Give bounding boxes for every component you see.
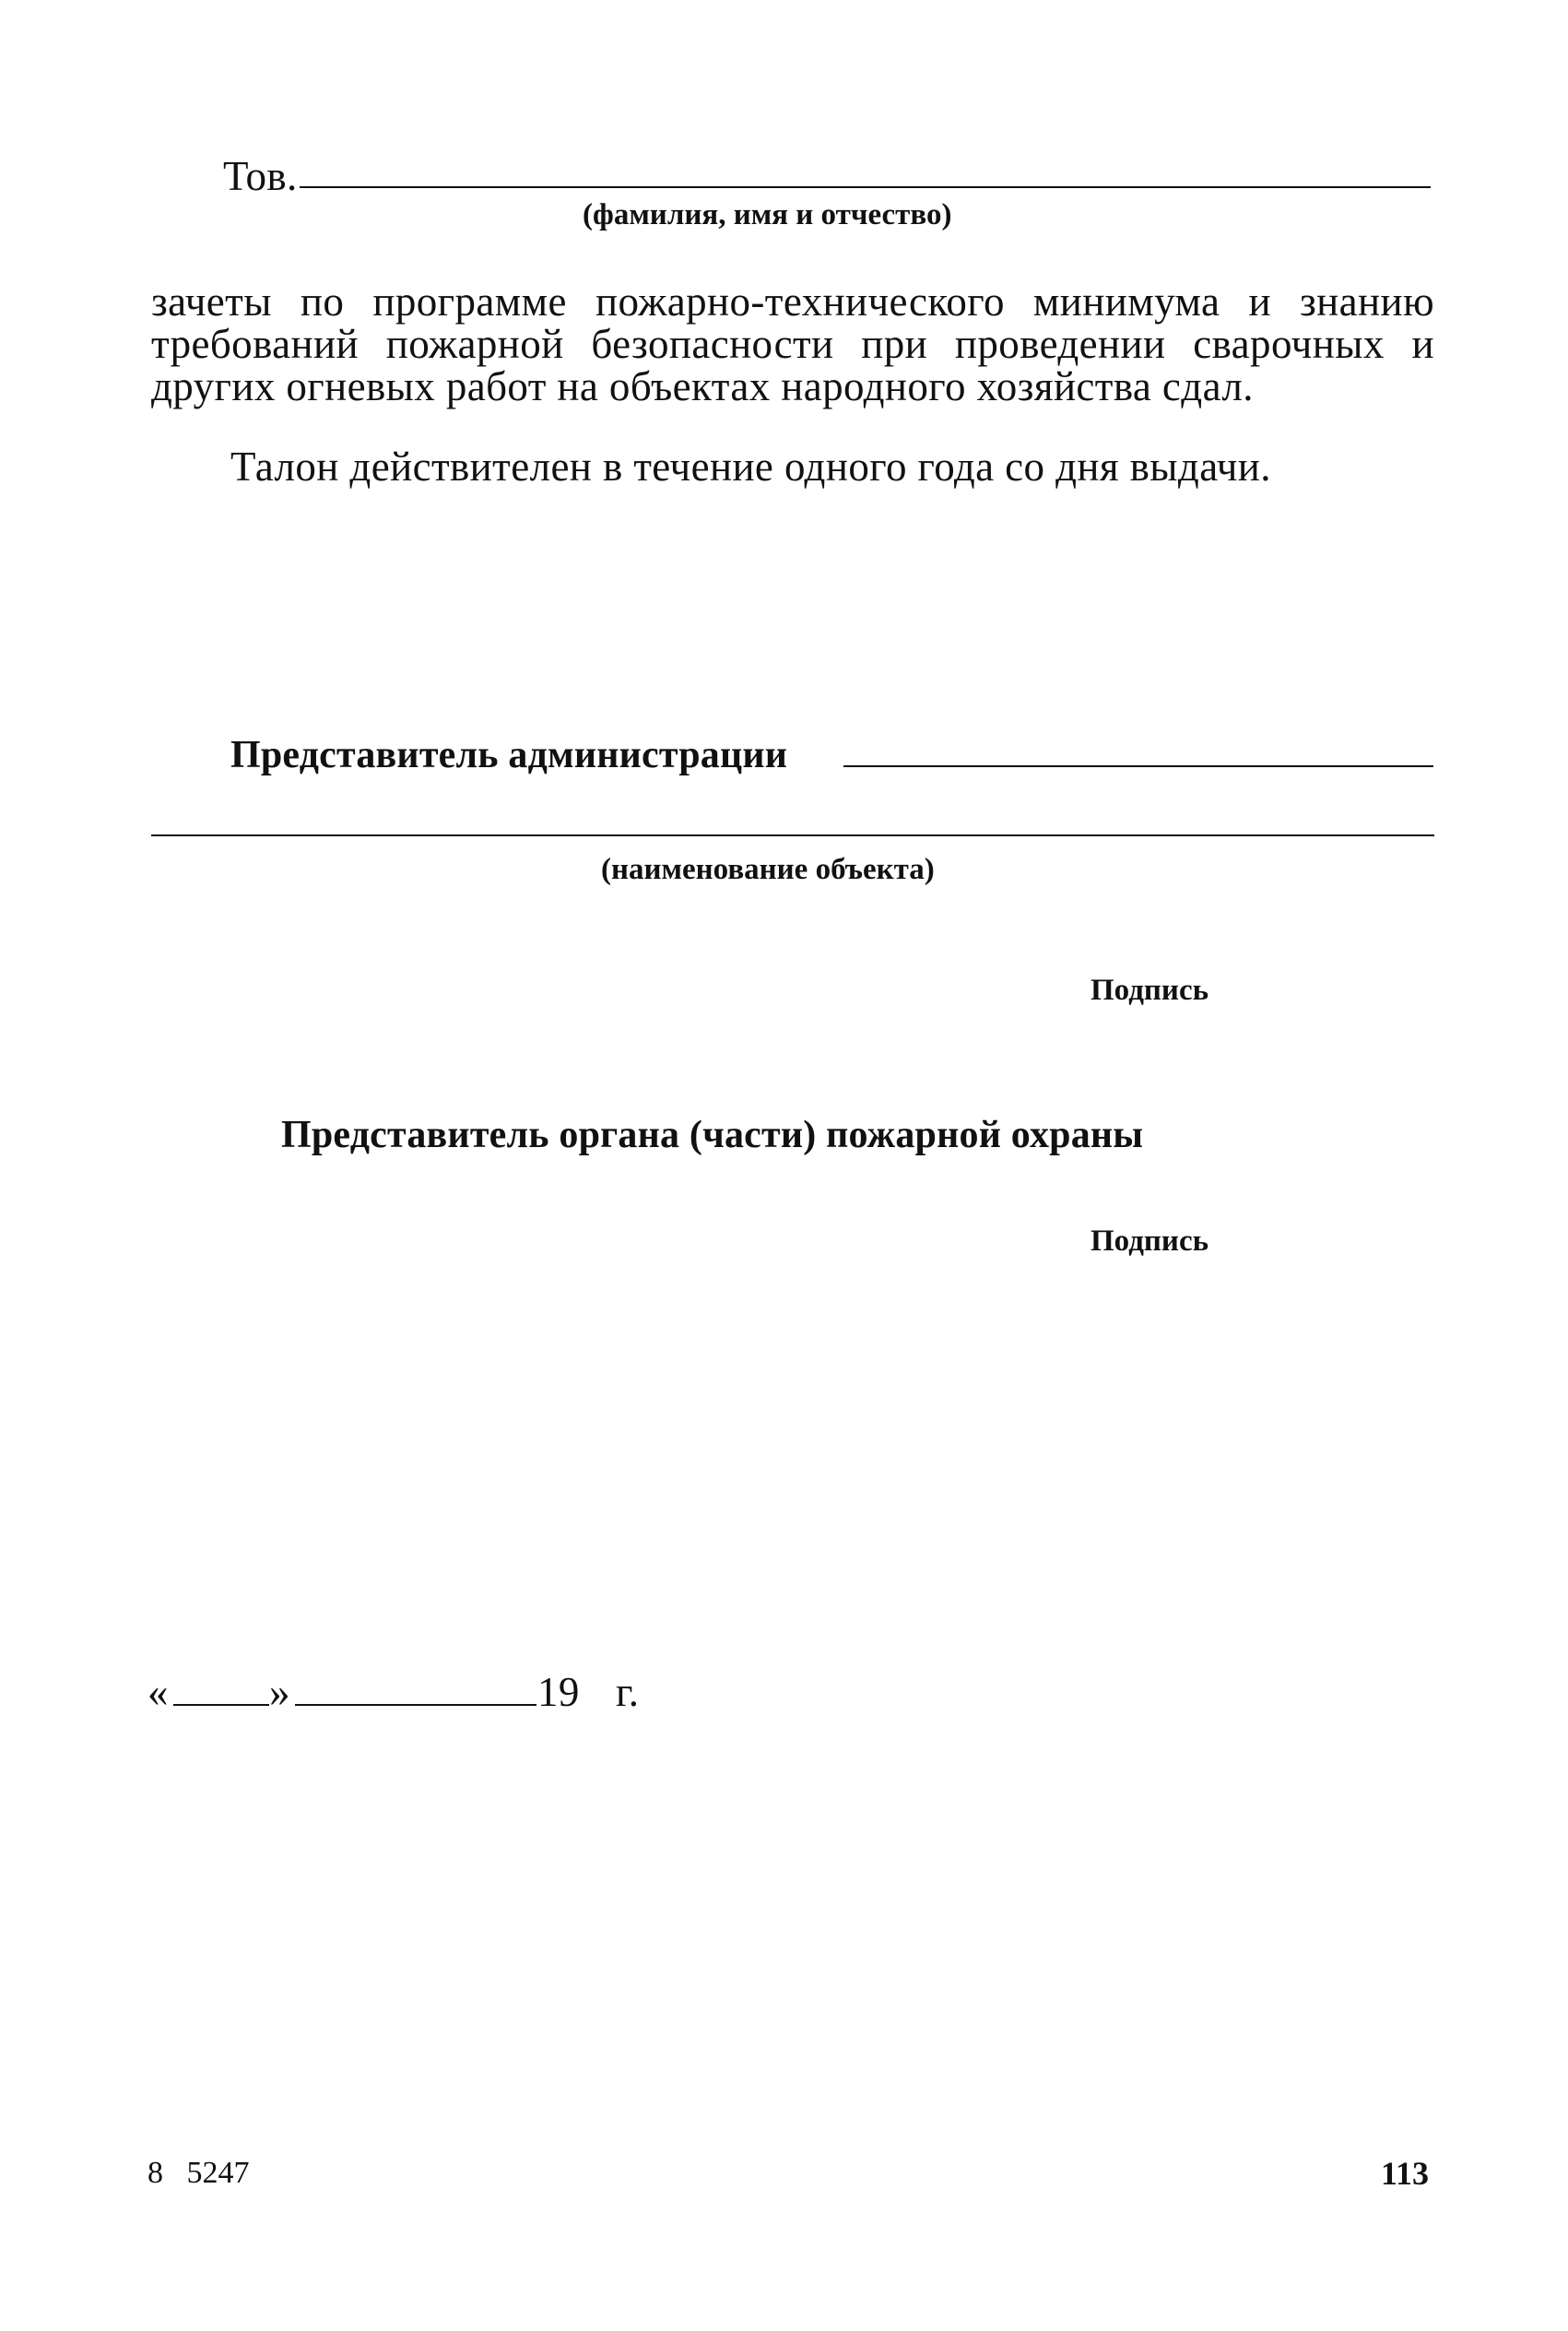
object-name-line [151, 834, 1434, 836]
page-number: 113 [1381, 2155, 1430, 2192]
admin-signature-line [843, 765, 1433, 767]
year-suffix: г. [616, 1669, 640, 1715]
fire-signature-label: Подпись [1091, 1225, 1209, 1258]
name-fill-line [300, 186, 1431, 188]
paragraph-line-1: зачеты по программе пожарно-технического минимума и знанию [151, 278, 1434, 325]
year-prefix: 19 [537, 1669, 580, 1715]
date-close-quote: » [269, 1669, 290, 1715]
day-fill-line [173, 1704, 269, 1706]
paragraph-line-3: других огневых работ на объектах народного хозяйства сдал. [151, 363, 1254, 409]
month-fill-line [295, 1704, 536, 1706]
date-open-quote: « [147, 1669, 169, 1715]
name-caption: (фамилия, имя и отчество) [583, 198, 952, 231]
validity-note: Талон действителен в течение одного года со дня выдачи. [230, 444, 1271, 490]
fire-representative-label: Представитель органа (части) пожарной охраны [281, 1114, 1144, 1156]
print-code: 8 5247 [147, 2156, 250, 2190]
admin-signature-label: Подпись [1091, 974, 1209, 1007]
paragraph-line-2: требований пожарной безопасности при проведении сварочных и [151, 321, 1434, 367]
comrade-prefix: Тов. [223, 153, 298, 199]
object-caption: (наименование объекта) [601, 853, 935, 886]
admin-representative-label: Представитель администрации [230, 734, 788, 776]
